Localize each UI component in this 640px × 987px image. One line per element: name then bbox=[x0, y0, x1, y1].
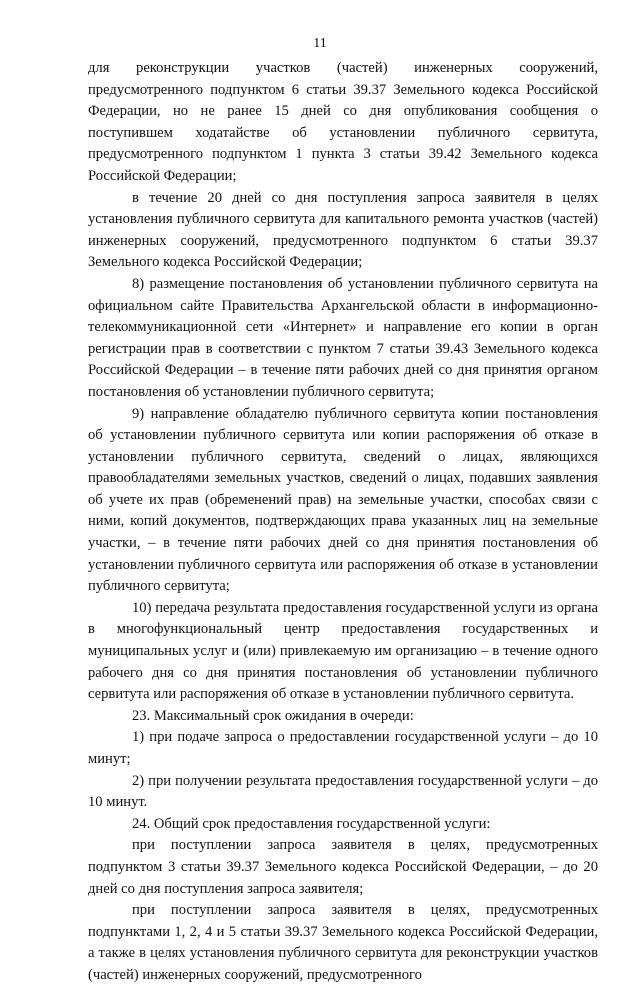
paragraph: в течение 20 дней со дня поступления запроса заявителя в целях установления публичного сервитута для капитального ремонта участков (частей) инженерных сооружений, предусмотренного подпунктом 6 статьи 39.37 Земельного кодекса Российской Федерации; bbox=[88, 189, 598, 271]
paragraph: 10) передача результата предоставления государственной услуги из органа в многофункциональный центр предоставления государственных и муниципальных услуг и (или) привлекаемую им организацию – в течение одного рабочего дня со дня принятия постановления об установлении публичного сервитута или распоряжения об отказе в установлении публичного сервитута. bbox=[88, 599, 598, 703]
section-heading: 24. Общий срок предоставления государственной услуги: bbox=[132, 815, 491, 832]
paragraph: при поступлении запроса заявителя в целях, предусмотренных подпунктами 1, 2, 4 и 5 статьи 39.37 Земельного кодекса Российской Федерации, а также в целях установления публичного сервитута для реконструкции участков (частей) инженерных сооружений, предусмотренного bbox=[88, 902, 598, 983]
paragraph: 9) направление обладателю публичного сервитута копии постановления об установлении публичного сервитута или копии распоряжения об отказе в установлении публичного сервитута, сведений о лицах, являющихся правообладателями земельных участков, сведений о лицах, подавших заявления об учете их прав (обременений прав) на земельные участки, способах связи с ними, копий документов, подтверждающих права указанных лиц на земельные участки, – в течение пяти рабочих дней со дня принятия постановления об установлении публичного сервитута или распоряжения об отказе в установлении публичного сервитута; bbox=[88, 405, 598, 595]
paragraph: для реконструкции участков (частей) инженерных сооружений, предусмотренного подпунктом 6 статьи 39.37 Земельного кодекса Российской Федерации, но не ранее 15 дней со дня опубликования сообщения о поступившем ходатайстве об установлении публичного сервитута, предусмотренного подпунктом 1 пункта 3 статьи 39.42 Земельного кодекса Российской Федерации; bbox=[88, 60, 598, 184]
section-heading: 23. Максимальный срок ожидания в очереди: bbox=[132, 707, 414, 724]
paragraph: 8) размещение постановления об установлении публичного сервитута на официальном сайте Правительства Архангельской области в информационно-телекоммуникационной сети «Интернет» и направление его копии в орган регистрации прав в соответствии с пунктом 7 статьи 39.43 Земельного кодекса Российской Федерации – в течение пяти рабочих дней со дня принятия органом постановления об установлении публичного сервитута; bbox=[88, 275, 598, 400]
paragraph: 1) при подаче запроса о предоставлении государственной услуги – до 10 минут; bbox=[88, 729, 598, 767]
document-body bbox=[88, 58, 598, 987]
paragraph: 2) при получении результата предоставления государственной услуги – до 10 минут. bbox=[88, 772, 598, 811]
paragraph: при поступлении запроса заявителя в целях, предусмотренных подпунктом 3 статьи 39.37 Земельного кодекса Российской Федерации, – до 20 дней со дня поступления запроса заявителя; bbox=[88, 837, 598, 897]
page-number: 11 bbox=[313, 36, 327, 51]
